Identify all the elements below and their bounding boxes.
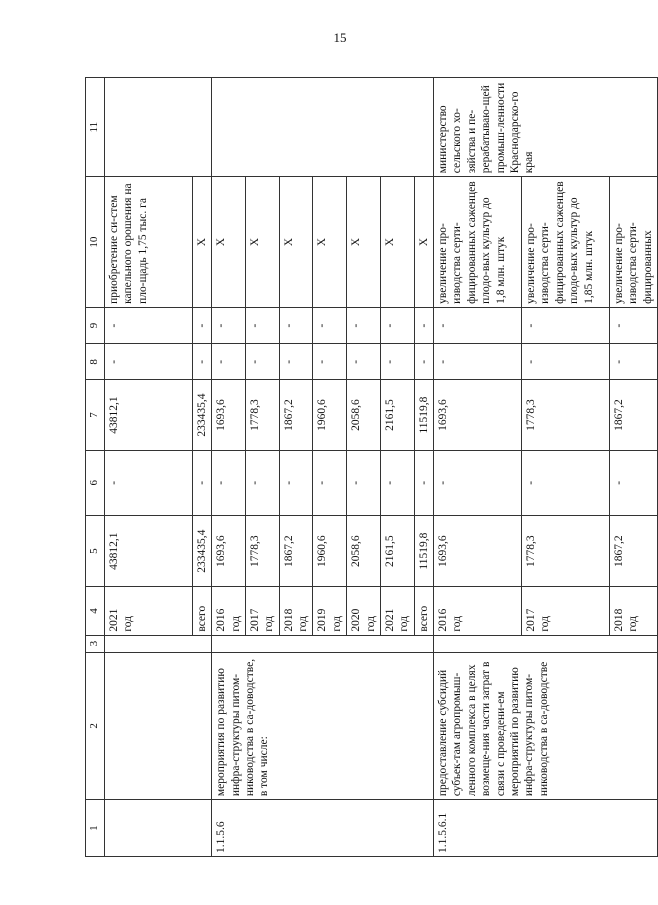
cell-total: 2161,5 bbox=[380, 515, 414, 586]
cell-other: - bbox=[212, 307, 246, 343]
col-header-6: 6 bbox=[86, 450, 105, 515]
col-header-8: 8 bbox=[86, 344, 105, 380]
cell-other: - bbox=[245, 307, 279, 343]
table-row bbox=[104, 78, 192, 857]
cell-regional: 1693,6 bbox=[212, 380, 246, 450]
cell-result: приобретение си-стем капельного орошения на пло-щадь 1,75 тыс. га bbox=[104, 177, 192, 308]
cell-local: - bbox=[104, 344, 192, 380]
cell-local: - bbox=[414, 344, 433, 380]
cell-year: 2021 год bbox=[104, 587, 192, 635]
cell-federal: - bbox=[380, 450, 414, 515]
cell-result: увеличение про-изводства серти-фицированных саженцев плодо-вых культур до 1,85 млн. штук bbox=[522, 177, 610, 308]
cell-total: 1867,2 bbox=[279, 515, 313, 586]
header-row bbox=[86, 78, 105, 857]
cell-year: 2018 год bbox=[610, 587, 658, 635]
col-header-9: 9 bbox=[86, 307, 105, 343]
cell-total: 1693,6 bbox=[434, 515, 522, 586]
cell-regional: 1778,3 bbox=[245, 380, 279, 450]
cell-empty bbox=[434, 635, 658, 652]
cell-result: Х bbox=[347, 177, 381, 308]
cell-local: - bbox=[245, 344, 279, 380]
cell-other: - bbox=[347, 307, 381, 343]
cell-local: - bbox=[522, 344, 610, 380]
cell-result: Х bbox=[212, 177, 246, 308]
cell-empty bbox=[104, 652, 211, 800]
col-header-1: 1 bbox=[86, 800, 105, 857]
cell-year: 2020 год bbox=[347, 587, 381, 635]
cell-result: увеличение про-изводства серти-фицированных bbox=[610, 177, 658, 308]
cell-year: 2017 год bbox=[522, 587, 610, 635]
cell-year: 2021 год bbox=[380, 587, 414, 635]
cell-total: 43812,1 bbox=[104, 515, 192, 586]
item-description: мероприятия по развитию инфра-структуры питом-ниководства в са-доводстве, в том числе: bbox=[212, 652, 434, 800]
cell-regional: 1693,6 bbox=[434, 380, 522, 450]
cell-other: - bbox=[522, 307, 610, 343]
cell-federal: - bbox=[104, 450, 192, 515]
cell-local: - bbox=[212, 344, 246, 380]
cell-federal: - bbox=[414, 450, 433, 515]
cell-total: 2058,6 bbox=[347, 515, 381, 586]
program-table bbox=[85, 77, 658, 857]
cell-other: - bbox=[380, 307, 414, 343]
cell-other: - bbox=[434, 307, 522, 343]
cell-local: - bbox=[434, 344, 522, 380]
cell-federal: - bbox=[245, 450, 279, 515]
col-header-7: 7 bbox=[86, 380, 105, 450]
cell-federal: - bbox=[347, 450, 381, 515]
responsible-executor: министерство сельского хо-зяйства и пе-рерабатываю-щей промыш-ленности Краснодарско-го края bbox=[434, 78, 658, 177]
cell-result: увеличение про-изводства серти-фицированных саженцев плодо-вых культур до 1,8 млн. штук bbox=[434, 177, 522, 308]
cell-total: 1778,3 bbox=[245, 515, 279, 586]
cell-other: - bbox=[414, 307, 433, 343]
cell-empty bbox=[104, 800, 211, 857]
cell-federal: - bbox=[434, 450, 522, 515]
cell-other: - bbox=[192, 307, 211, 343]
table-row bbox=[212, 78, 246, 857]
cell-local: - bbox=[610, 344, 658, 380]
cell-regional: 1778,3 bbox=[522, 380, 610, 450]
cell-total: 1867,2 bbox=[610, 515, 658, 586]
cell-regional: 11519,8 bbox=[414, 380, 433, 450]
cell-other: - bbox=[610, 307, 658, 343]
col-header-3: 3 bbox=[86, 635, 105, 652]
cell-year: 2018 год bbox=[279, 587, 313, 635]
cell-total: 233435,4 bbox=[192, 515, 211, 586]
cell-other: - bbox=[279, 307, 313, 343]
cell-regional: 2161,5 bbox=[380, 380, 414, 450]
col-header-10: 10 bbox=[86, 177, 105, 308]
page-number: 15 bbox=[333, 30, 347, 45]
cell-empty bbox=[212, 635, 434, 652]
cell-regional: 1867,2 bbox=[279, 380, 313, 450]
cell-regional: 233435,4 bbox=[192, 380, 211, 450]
item-description: предоставление субсидий субъек-там агропромыш-ленного комплекса в целях возмеще-ния части затрат в связи с проведени-ем мероприятий по развитию инфра-структуры питом-ниководства в са-доводстве bbox=[434, 652, 658, 800]
cell-year: 2017 год bbox=[245, 587, 279, 635]
cell-result: Х bbox=[313, 177, 347, 308]
col-header-11: 11 bbox=[86, 78, 105, 177]
rotated-table-wrapper bbox=[85, 77, 654, 857]
cell-federal: - bbox=[522, 450, 610, 515]
cell-local: - bbox=[380, 344, 414, 380]
cell-regional: 1960,6 bbox=[313, 380, 347, 450]
cell-empty bbox=[212, 78, 434, 177]
cell-year: всего bbox=[192, 587, 211, 635]
cell-local: - bbox=[347, 344, 381, 380]
cell-federal: - bbox=[192, 450, 211, 515]
cell-local: - bbox=[313, 344, 347, 380]
cell-empty bbox=[104, 635, 211, 652]
cell-year: 2016 год bbox=[434, 587, 522, 635]
col-header-2: 2 bbox=[86, 652, 105, 800]
col-header-4: 4 bbox=[86, 587, 105, 635]
item-number: 1.1.5.6 bbox=[212, 800, 434, 857]
cell-total: 1778,3 bbox=[522, 515, 610, 586]
cell-year: 2019 год bbox=[313, 587, 347, 635]
cell-regional: 1867,2 bbox=[610, 380, 658, 450]
cell-other: - bbox=[313, 307, 347, 343]
item-number: 1.1.5.6.1 bbox=[434, 800, 658, 857]
cell-total: 1960,6 bbox=[313, 515, 347, 586]
cell-federal: - bbox=[279, 450, 313, 515]
cell-result: Х bbox=[245, 177, 279, 308]
table-row bbox=[434, 78, 522, 857]
cell-result: Х bbox=[414, 177, 433, 308]
cell-total: 1693,6 bbox=[212, 515, 246, 586]
col-header-5: 5 bbox=[86, 515, 105, 586]
cell-federal: - bbox=[610, 450, 658, 515]
cell-empty bbox=[104, 78, 211, 177]
cell-regional: 2058,6 bbox=[347, 380, 381, 450]
cell-year: 2016 год bbox=[212, 587, 246, 635]
cell-other: - bbox=[104, 307, 192, 343]
cell-local: - bbox=[279, 344, 313, 380]
cell-federal: - bbox=[212, 450, 246, 515]
cell-local: - bbox=[192, 344, 211, 380]
cell-result: Х bbox=[192, 177, 211, 308]
cell-total: 11519,8 bbox=[414, 515, 433, 586]
cell-federal: - bbox=[313, 450, 347, 515]
cell-result: Х bbox=[380, 177, 414, 308]
cell-regional: 43812,1 bbox=[104, 380, 192, 450]
cell-result: Х bbox=[279, 177, 313, 308]
cell-year: всего bbox=[414, 587, 433, 635]
